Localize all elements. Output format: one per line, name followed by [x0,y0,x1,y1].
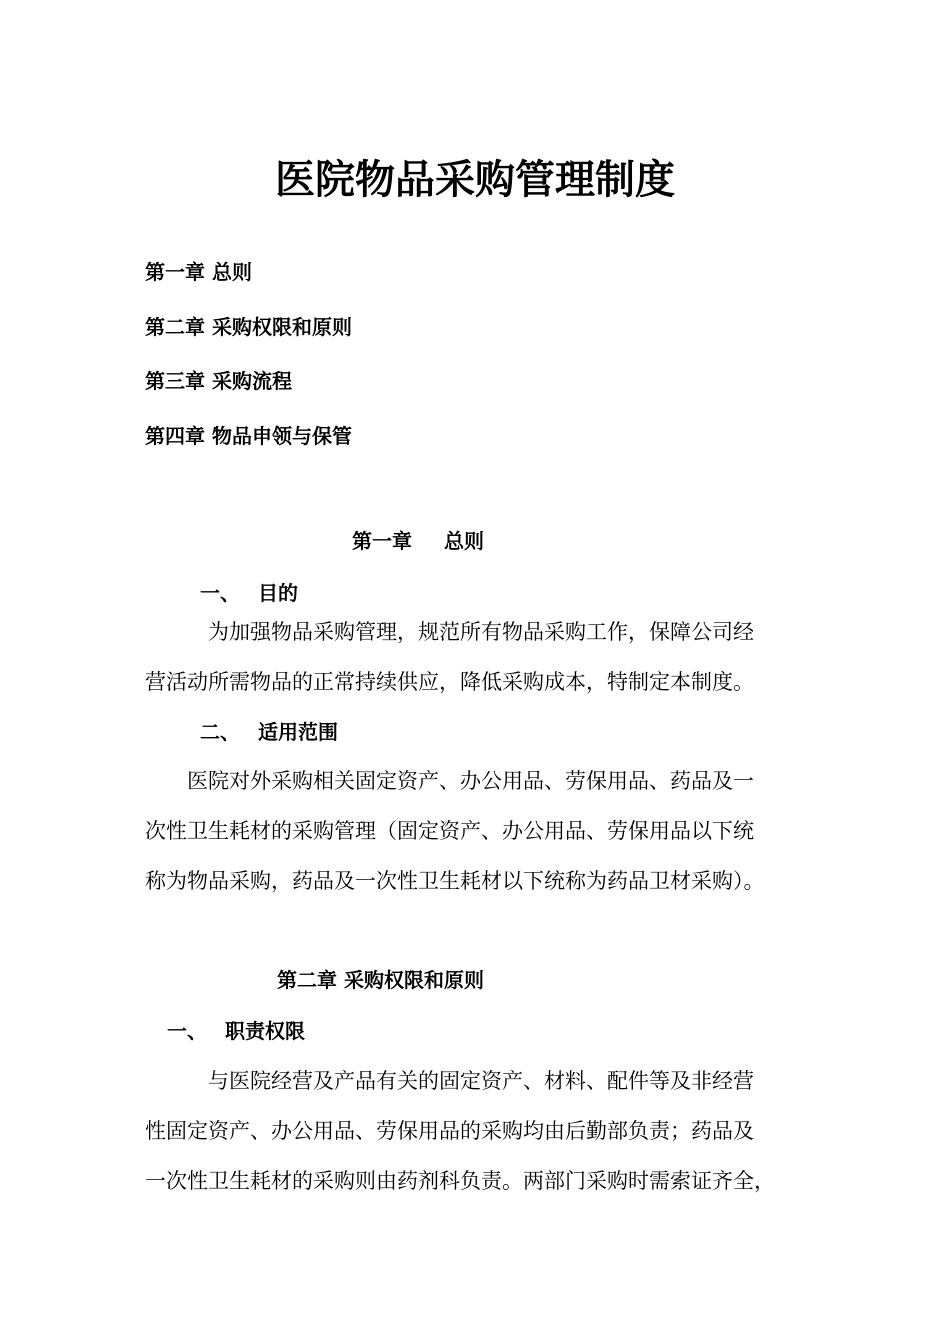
toc-item-chapter-3[interactable]: 第三章 采购流程 [145,369,292,393]
section-responsibility-heading [167,1017,305,1045]
paragraph-line: 次性卫生耗材的采购管理（固定资产、办公用品、劳保用品以下统 [145,819,754,843]
chapter-1-name: 总则 [444,529,484,553]
section-title: 适用范围 [258,720,338,744]
toc-item-chapter-2[interactable]: 第二章 采购权限和原则 [145,315,352,339]
toc-item-chapter-1[interactable]: 第一章 总则 [145,260,252,284]
section-number: 一、 [167,1019,207,1043]
section-number: 一、 [200,581,240,605]
paragraph-line: 为加强物品采购管理，规范所有物品采购工作，保障公司经 [208,620,754,644]
paragraph-line: 医院对外采购相关固定资产、办公用品、劳保用品、药品及一 [187,769,754,793]
paragraph-line: 性固定资产、办公用品、劳保用品的采购均由后勤部负责；药品及 [145,1119,754,1143]
document-title: 医院物品采购管理制度 [275,157,675,203]
section-number: 二、 [200,720,240,744]
section-scope-heading [200,718,338,746]
paragraph-line: 一次性卫生耗材的采购则由药剂科负责。两部门采购时需索证齐全， [145,1169,775,1193]
section-title: 目的 [258,581,298,605]
paragraph-line: 与医院经营及产品有关的固定资产、材料、配件等及非经营 [208,1069,754,1093]
chapter-2-heading: 第二章 采购权限和原则 [277,968,484,992]
paragraph-line: 称为物品采购，药品及一次性卫生耗材以下统称为药品卫材采购）。 [145,869,765,893]
chapter-1-label: 第一章 [352,529,412,553]
paragraph-line: 营活动所需物品的正常持续供应，降低采购成本，特制定本制度。 [145,670,754,694]
section-title: 职责权限 [225,1019,305,1043]
section-purpose-heading [200,579,298,607]
toc-item-chapter-4[interactable]: 第四章 物品申领与保管 [145,424,352,448]
chapter-1-heading [352,527,484,555]
